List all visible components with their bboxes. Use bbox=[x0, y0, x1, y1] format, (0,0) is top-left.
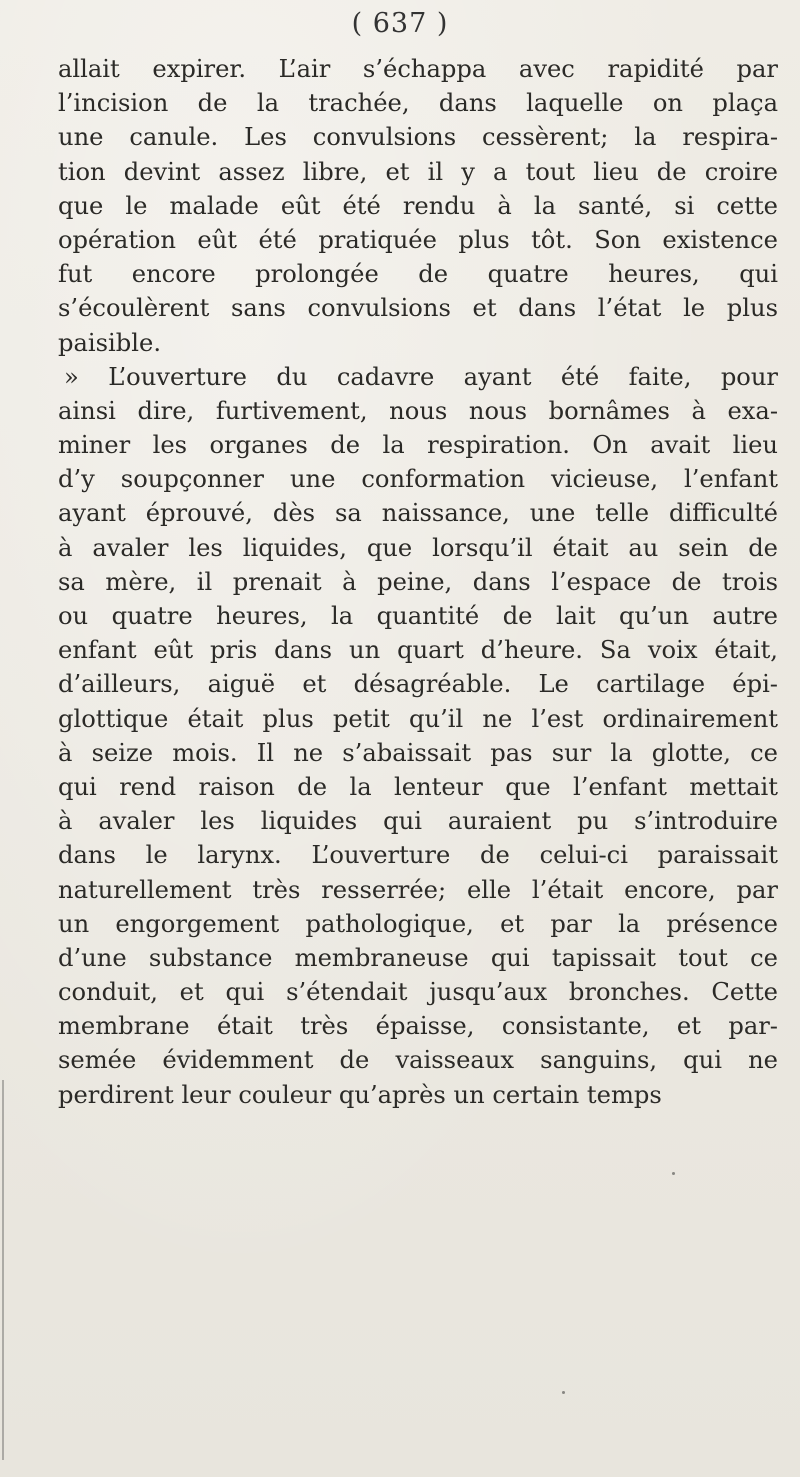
text-line: ou quatre heures, la quantité de lait qu’un autre bbox=[58, 602, 778, 630]
paper-speck bbox=[562, 1391, 565, 1394]
text-line: perdirent leur couleur qu’après un certain temps bbox=[58, 1080, 662, 1109]
text-line: semée évidemment de vaisseaux sanguins, qui ne bbox=[58, 1046, 778, 1075]
page-edge-shadow bbox=[2, 1080, 4, 1460]
body-text bbox=[58, 52, 778, 1112]
page-number: ( 637 ) bbox=[351, 8, 449, 39]
text-line: s’écoulèrent sans convulsions et dans l’état le plus bbox=[58, 294, 778, 323]
text-line: à avaler les liquides, que lorsqu’il était au sein de bbox=[58, 533, 778, 562]
text-line: tion devint assez libre, et il y a tout lieu de croire bbox=[58, 157, 778, 186]
text-line: enfant eût pris dans un quart d’heure. Sa voix était, bbox=[58, 636, 778, 665]
text-line: ayant éprouvé, dès sa naissance, une telle difficulté bbox=[58, 499, 778, 528]
text-line: une canule. Les convulsions cessèrent; la respira- bbox=[58, 123, 778, 152]
text-line: membrane était très épaisse, consistante, et par- bbox=[58, 1012, 778, 1041]
text-line: opération eût été pratiquée plus tôt. Son existence bbox=[58, 225, 778, 254]
paper-speck bbox=[672, 1172, 675, 1175]
text-line: paisible. bbox=[58, 328, 162, 357]
text-line: conduit, et qui s’étendait jusqu’aux bronches. Cette bbox=[58, 978, 778, 1007]
text-line: qui rend raison de la lenteur que l’enfant mettait bbox=[58, 772, 778, 801]
text-line: glottique était plus petit qu’il ne l’est ordinairement bbox=[58, 704, 778, 733]
text-line: naturellement très resserrée; elle l’était encore, par bbox=[58, 875, 778, 904]
text-line: l’incision de la trachée, dans laquelle on plaça bbox=[58, 89, 778, 118]
text-line: d’une substance membraneuse qui tapissait tout ce bbox=[58, 943, 778, 972]
text-line: fut encore prolongée de quatre heures, qui bbox=[58, 260, 778, 289]
text-line: » L’ouverture du cadavre ayant été faite, pour bbox=[64, 362, 778, 391]
text-line: sa mère, il prenait à peine, dans l’espace de trois bbox=[58, 567, 778, 596]
text-line: un engorgement pathologique, et par la présence bbox=[58, 909, 778, 938]
text-line: d’y soupçonner une conformation vicieuse, l’enfant bbox=[58, 465, 778, 494]
text-line: à seize mois. Il ne s’abaissait pas sur la glotte, ce bbox=[58, 738, 778, 767]
text-line: d’ailleurs, aiguë et désagréable. Le cartilage épi- bbox=[58, 670, 778, 699]
text-line: ainsi dire, furtivement, nous nous bornâmes à exa- bbox=[58, 396, 778, 425]
text-line: allait expirer. L’air s’échappa avec rapidité par bbox=[58, 55, 778, 83]
text-line: dans le larynx. L’ouverture de celui-ci paraissait bbox=[58, 841, 778, 870]
text-line: miner les organes de la respiration. On avait lieu bbox=[58, 431, 778, 460]
text-line: que le malade eût été rendu à la santé, si cette bbox=[58, 191, 778, 220]
text-line: à avaler les liquides qui auraient pu s’introduire bbox=[58, 807, 778, 836]
